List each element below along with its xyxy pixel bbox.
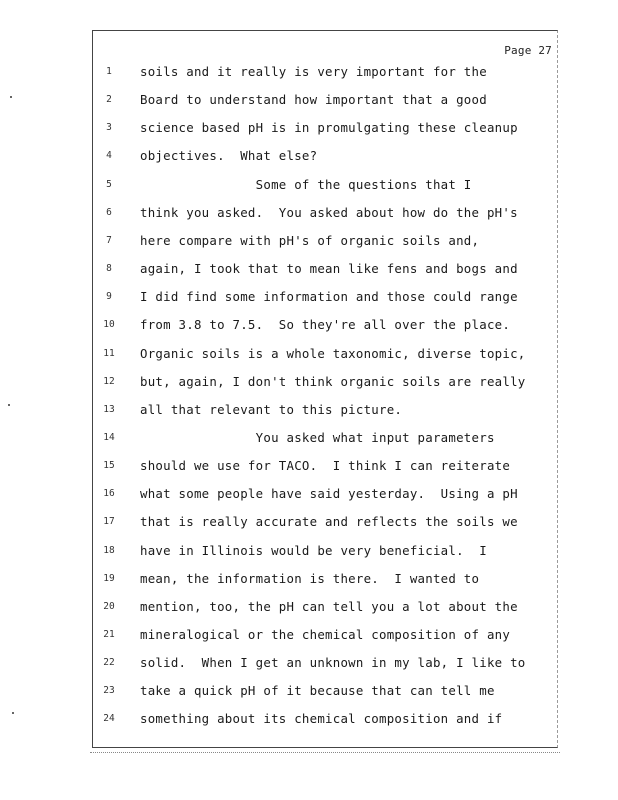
line-number: 18	[103, 544, 115, 556]
line-text: from 3.8 to 7.5. So they're all over the place.	[140, 317, 511, 333]
scan-speck	[12, 712, 14, 714]
line-number: 6	[106, 206, 112, 218]
line-text: here compare with pH's of organic soils and,	[140, 232, 480, 248]
line-text: mention, too, the pH can tell you a lot about the	[140, 598, 518, 614]
line-number: 10	[103, 319, 115, 331]
line-number: 7	[106, 234, 112, 246]
bottom-scan-edge	[90, 752, 560, 754]
line-number: 9	[106, 291, 112, 303]
line-text: think you asked. You asked about how do the pH's	[140, 204, 518, 220]
transcript-line	[100, 569, 558, 589]
line-text: objectives. What else?	[140, 148, 318, 164]
transcript-line	[100, 90, 558, 110]
line-text: what some people have said yesterday. Using a pH	[140, 486, 518, 502]
line-text: science based pH is in promulgating these cleanup	[140, 120, 518, 136]
line-text: but, again, I don't think organic soils are really	[140, 373, 526, 389]
line-number: 20	[103, 600, 115, 612]
transcript-line	[100, 653, 558, 673]
line-number: 22	[103, 657, 115, 669]
line-number: 2	[106, 94, 112, 106]
line-number: 11	[103, 347, 115, 359]
transcript-line	[100, 484, 558, 504]
transcript-line	[100, 709, 558, 729]
line-text: You asked what input parameters	[140, 429, 495, 445]
scan-speck	[10, 96, 12, 98]
line-text: all that relevant to this picture.	[140, 401, 403, 417]
line-number: 1	[106, 66, 112, 77]
transcript-line	[100, 597, 558, 617]
line-number: 14	[103, 431, 115, 443]
line-text: mineralogical or the chemical composition of any	[140, 627, 511, 642]
line-number: 17	[103, 516, 115, 528]
transcript-line	[100, 287, 558, 307]
transcript-line	[100, 118, 558, 138]
line-number: 13	[103, 403, 115, 415]
line-text: something about its chemical composition and if	[140, 711, 503, 727]
line-text: mean, the information is there. I wanted to	[140, 570, 480, 586]
transcript-line	[100, 681, 558, 701]
transcript-line	[100, 428, 558, 448]
line-text: I did find some information and those could range	[140, 289, 518, 305]
transcript-line	[100, 259, 558, 279]
line-text: again, I took that to mean like fens and bogs and	[140, 261, 518, 277]
transcript-line	[100, 541, 558, 561]
page-number: Page 27	[504, 44, 552, 57]
line-text: that is really accurate and reflects the soils we	[140, 514, 518, 530]
transcript-line	[100, 344, 558, 364]
transcript-line	[100, 400, 558, 420]
line-text: Some of the questions that I	[140, 176, 472, 192]
line-number: 8	[106, 263, 112, 275]
line-text: Organic soils is a whole taxonomic, diverse topic,	[140, 345, 526, 361]
transcript-line	[100, 625, 558, 645]
line-text: take a quick pH of it because that can tell me	[140, 683, 495, 699]
line-number: 16	[103, 488, 115, 500]
transcript-line	[100, 315, 558, 335]
line-number: 19	[103, 572, 115, 584]
line-number: 4	[106, 150, 112, 162]
line-number: 21	[103, 629, 115, 640]
line-number: 5	[106, 178, 112, 190]
transcript-line	[100, 62, 558, 82]
transcript-line	[100, 456, 558, 476]
transcript-line	[100, 372, 558, 392]
transcript-line	[100, 512, 558, 532]
line-text: solid. When I get an unknown in my lab, I like to	[140, 655, 526, 671]
line-number: 3	[106, 122, 112, 134]
line-text: Board to understand how important that a good	[140, 92, 487, 108]
transcript-line	[100, 231, 558, 251]
line-text: should we use for TACO. I think I can reiterate	[140, 458, 511, 474]
scan-speck	[8, 404, 10, 406]
line-number: 23	[103, 685, 115, 697]
transcript-line	[100, 203, 558, 223]
line-number: 12	[103, 375, 115, 387]
line-number: 15	[103, 460, 115, 472]
line-text: soils and it really is very important for the	[140, 64, 487, 79]
transcript-line	[100, 146, 558, 166]
transcript-line	[100, 175, 558, 195]
line-text: have in Illinois would be very beneficial. I	[140, 542, 487, 558]
line-number: 24	[103, 713, 115, 725]
